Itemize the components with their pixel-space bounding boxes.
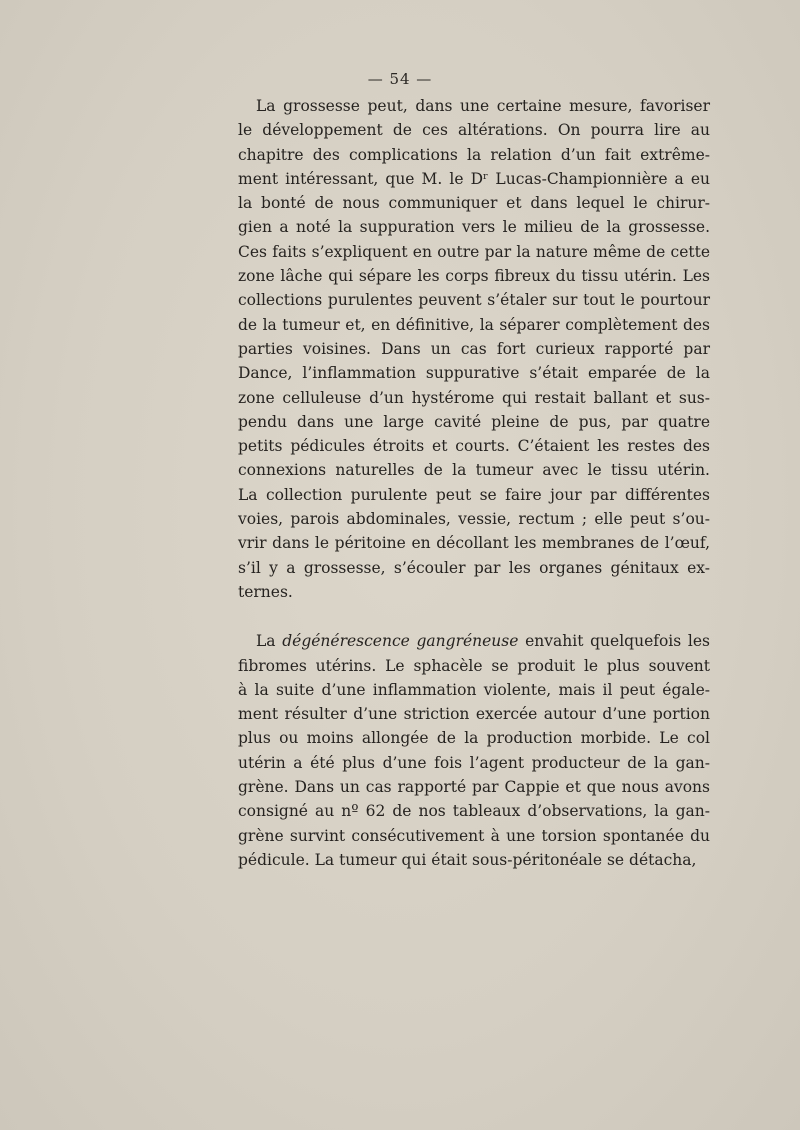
text-line: ternes.: [238, 582, 293, 601]
text-line: petits pédicules étroits et courts. C’étaient les restes des: [238, 437, 710, 456]
text-line: consigné au nº 62 de nos tableaux d’observations, la gan-: [238, 802, 710, 821]
text-line: collections purulentes peuvent s’étaler sur tout le pourtour: [238, 291, 710, 310]
text-line: ment résulter d’une striction exercée autour d’une portion: [238, 705, 710, 724]
text-line: La grossesse peut, dans une certaine mesure, favoriser: [256, 97, 710, 115]
text-line: grène. Dans un cas rapporté par Cappie et que nous avons: [238, 778, 710, 797]
text-line: Ces faits s’expliquent en outre par la nature même de cette: [238, 242, 710, 261]
text-line: voies, parois abdominales, vessie, rectum ; elle peut s’ou-: [238, 510, 710, 529]
text-line: de la tumeur et, en définitive, la séparer complètement des: [238, 315, 710, 334]
text-line: connexions naturelles de la tumeur avec le tissu utérin.: [238, 461, 710, 480]
text-line: plus ou moins allongée de la production morbide. Le col: [238, 729, 710, 748]
text-line: grène survint consécutivement à une torsion spontanée du: [238, 826, 710, 845]
text-line: parties voisines. Dans un cas fort curieux rapporté par: [238, 339, 710, 358]
text-run: La: [256, 632, 283, 651]
body-text: [238, 94, 710, 872]
text-line: la bonté de nous communiquer et dans lequel le chirur-: [238, 194, 710, 213]
text-line: zone celluleuse d’un hystérome qui restait ballant et sus-: [238, 388, 710, 407]
page-number: — 54 —: [367, 70, 433, 88]
text-line: utérin a été plus d’une fois l’agent producteur de la gan-: [238, 753, 710, 772]
text-line: s’il y a grossesse, s’écouler par les organes génitaux ex-: [238, 558, 710, 577]
paragraph-2: [238, 629, 710, 872]
text-line: le développement de ces altérations. On pourra lire au: [238, 121, 710, 140]
text-line: vrir dans le péritoine en décollant les membranes de l’œuf,: [238, 534, 710, 553]
text-line: pédicule. La tumeur qui était sous-péritonéale se détacha,: [238, 850, 697, 869]
text-line: à la suite d’une inflammation violente, mais il peut égale-: [238, 680, 710, 699]
text-line: chapitre des complications la relation d’un fait extrême-: [238, 145, 710, 164]
text-line-with-italic: [238, 629, 710, 653]
paragraph-gap: [238, 604, 710, 629]
text-line: zone lâche qui sépare les corps fibreux du tissu utérin. Les: [238, 267, 710, 286]
text-line: La collection purulente peut se faire jour par différentes: [238, 485, 710, 504]
text-run: envahit quelquefois les: [518, 632, 710, 651]
text-line: pendu dans une large cavité pleine de pus, par quatre: [238, 412, 710, 431]
italic-term: dégénérescence gangréneuse: [282, 632, 519, 651]
paragraph-1: [238, 94, 710, 604]
text-line: Dance, l’inflammation suppurative s’était emparée de la: [238, 364, 710, 383]
text-line: ment intéressant, que M. le Dʳ Lucas-Championnière a eu: [238, 169, 710, 188]
text-line: fibromes utérins. Le sphacèle se produit le plus souvent: [238, 656, 710, 675]
text-line: gien a noté la suppuration vers le milieu de la grossesse.: [238, 218, 710, 237]
